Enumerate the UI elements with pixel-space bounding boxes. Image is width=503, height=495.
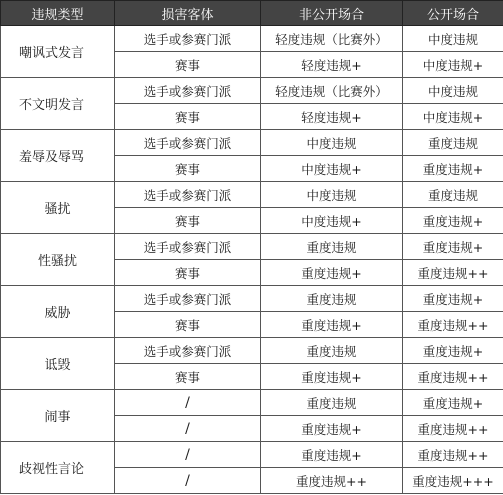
public-cell: 重度违规+: [403, 338, 503, 364]
header-public: 公开场合: [403, 1, 503, 26]
target-cell: /: [115, 416, 261, 442]
violation-type-cell: 诋毁: [1, 338, 115, 390]
target-cell: 选手或参赛门派: [115, 338, 261, 364]
nonpublic-cell: 中度违规: [261, 182, 403, 208]
violation-type-cell: 骚扰: [1, 182, 115, 234]
nonpublic-cell: 重度违规+: [261, 364, 403, 390]
public-cell: 重度违规+: [403, 234, 503, 260]
target-cell: /: [115, 468, 261, 494]
target-cell: 选手或参赛门派: [115, 234, 261, 260]
public-cell: 中度违规: [403, 78, 503, 104]
nonpublic-cell: 重度违规: [261, 338, 403, 364]
table-row: [1, 78, 503, 104]
target-cell: 选手或参赛门派: [115, 182, 261, 208]
table-row: [1, 442, 503, 468]
target-cell: 赛事: [115, 52, 261, 78]
public-cell: 中度违规+: [403, 52, 503, 78]
violation-type-cell: 闹事: [1, 390, 115, 442]
nonpublic-cell: 中度违规+: [261, 156, 403, 182]
nonpublic-cell: 重度违规+: [261, 312, 403, 338]
target-cell: 赛事: [115, 208, 261, 234]
target-cell: 赛事: [115, 156, 261, 182]
public-cell: 重度违规++: [403, 312, 503, 338]
target-cell: 选手或参赛门派: [115, 78, 261, 104]
violation-type-cell: 不文明发言: [1, 78, 115, 130]
violation-type-cell: 性骚扰: [1, 234, 115, 286]
target-cell: /: [115, 390, 261, 416]
public-cell: 重度违规++: [403, 442, 503, 468]
nonpublic-cell: 轻度违规+: [261, 52, 403, 78]
table-row: [1, 338, 503, 364]
public-cell: 中度违规+: [403, 104, 503, 130]
nonpublic-cell: 重度违规: [261, 286, 403, 312]
public-cell: 重度违规++: [403, 364, 503, 390]
header-nonpublic: 非公开场合: [261, 1, 403, 26]
table-row: [1, 130, 503, 156]
table-row: [1, 390, 503, 416]
nonpublic-cell: 重度违规+: [261, 260, 403, 286]
public-cell: 重度违规+: [403, 390, 503, 416]
violation-type-cell: 羞辱及辱骂: [1, 130, 115, 182]
nonpublic-cell: 重度违规: [261, 234, 403, 260]
nonpublic-cell: 轻度违规+: [261, 104, 403, 130]
target-cell: 赛事: [115, 104, 261, 130]
nonpublic-cell: 中度违规: [261, 130, 403, 156]
target-cell: 选手或参赛门派: [115, 130, 261, 156]
nonpublic-cell: 轻度违规（比赛外）: [261, 26, 403, 52]
table-body: [1, 26, 503, 494]
nonpublic-cell: 重度违规+: [261, 416, 403, 442]
target-cell: /: [115, 442, 261, 468]
public-cell: 重度违规+++: [403, 468, 503, 494]
public-cell: 中度违规: [403, 26, 503, 52]
target-cell: 赛事: [115, 260, 261, 286]
violation-type-cell: 歧视性言论: [1, 442, 115, 494]
header-violation-type: 违规类型: [1, 1, 115, 26]
target-cell: 赛事: [115, 364, 261, 390]
public-cell: 重度违规: [403, 130, 503, 156]
target-cell: 选手或参赛门派: [115, 26, 261, 52]
nonpublic-cell: 重度违规: [261, 390, 403, 416]
violation-type-cell: 嘲讽式发言: [1, 26, 115, 78]
nonpublic-cell: 重度违规+: [261, 442, 403, 468]
table-row: [1, 182, 503, 208]
target-cell: 选手或参赛门派: [115, 286, 261, 312]
nonpublic-cell: 轻度违规（比赛外）: [261, 78, 403, 104]
header-target: 损害客体: [115, 1, 261, 26]
table-row: [1, 234, 503, 260]
table-row: [1, 26, 503, 52]
public-cell: 重度违规++: [403, 260, 503, 286]
table-row: [1, 286, 503, 312]
public-cell: 重度违规+: [403, 286, 503, 312]
public-cell: 重度违规+: [403, 208, 503, 234]
header-row: [1, 1, 503, 26]
public-cell: 重度违规+: [403, 156, 503, 182]
violation-type-cell: 威胁: [1, 286, 115, 338]
target-cell: 赛事: [115, 312, 261, 338]
nonpublic-cell: 中度违规+: [261, 208, 403, 234]
public-cell: 重度违规++: [403, 416, 503, 442]
nonpublic-cell: 重度违规++: [261, 468, 403, 494]
public-cell: 重度违规: [403, 182, 503, 208]
